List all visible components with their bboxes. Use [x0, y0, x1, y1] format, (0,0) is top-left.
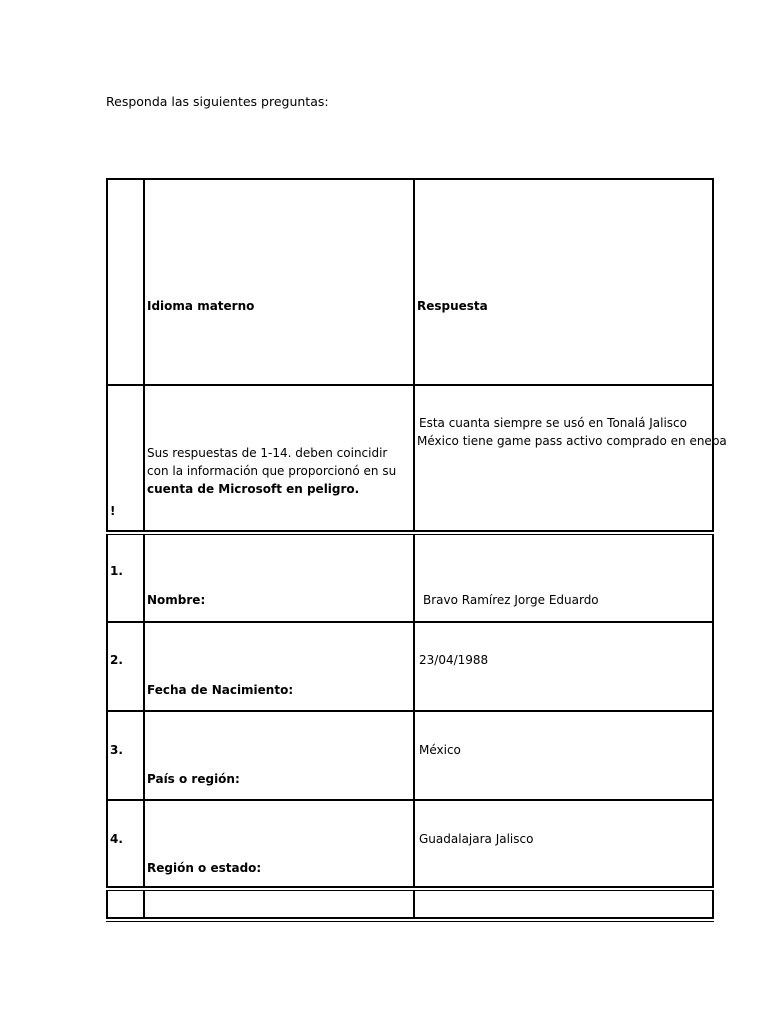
intro-text: Responda las siguientes preguntas:: [106, 94, 329, 109]
header-question-label: Idioma materno: [147, 299, 255, 313]
notice-answer-line2: México tiene game pass activo comprado en eneba: [417, 434, 727, 448]
notice-marker-cell: [108, 386, 145, 532]
table-row-empty: [106, 891, 714, 919]
notice-marker: !: [110, 504, 116, 518]
row-number: 2.: [110, 653, 123, 667]
row-number: 4.: [110, 832, 123, 846]
row-answer: Bravo Ramírez Jorge Eduardo: [423, 593, 599, 607]
row-answer: Guadalajara Jalisco: [419, 832, 534, 846]
row-number: 3.: [110, 743, 123, 757]
table-row: [106, 623, 714, 710]
header-answer-cell: [415, 180, 712, 386]
row-answer: 23/04/1988: [419, 653, 489, 667]
questions-table: [106, 178, 727, 922]
row-label: Fecha de Nacimiento:: [147, 683, 294, 697]
table-row: [106, 712, 714, 799]
notice-text: Sus respuestas de 1-14. deben coincidir con la información que proporcionó en su cuenta de Microsoft en peligro.: [147, 446, 397, 496]
row-label: País o región:: [147, 772, 240, 786]
row-label: Región o estado:: [147, 861, 262, 875]
table-bottom-border: [106, 917, 714, 922]
notice-row: [106, 386, 727, 532]
header-answer-label: Respuesta: [417, 299, 488, 313]
table-header-row: [106, 180, 714, 386]
table-row: [106, 801, 714, 887]
notice-text-cell: [145, 386, 415, 532]
notice-answer-line1: Esta cuanta siempre se usó en Tonalá Jalisco: [419, 416, 687, 430]
row-number: 1.: [110, 564, 123, 578]
table-row: [106, 535, 714, 621]
notice-answer-cell: [415, 386, 727, 532]
header-num-cell: [108, 180, 145, 386]
header-question-cell: [145, 180, 415, 386]
row-answer: México: [419, 743, 461, 757]
row-label: Nombre:: [147, 593, 206, 607]
